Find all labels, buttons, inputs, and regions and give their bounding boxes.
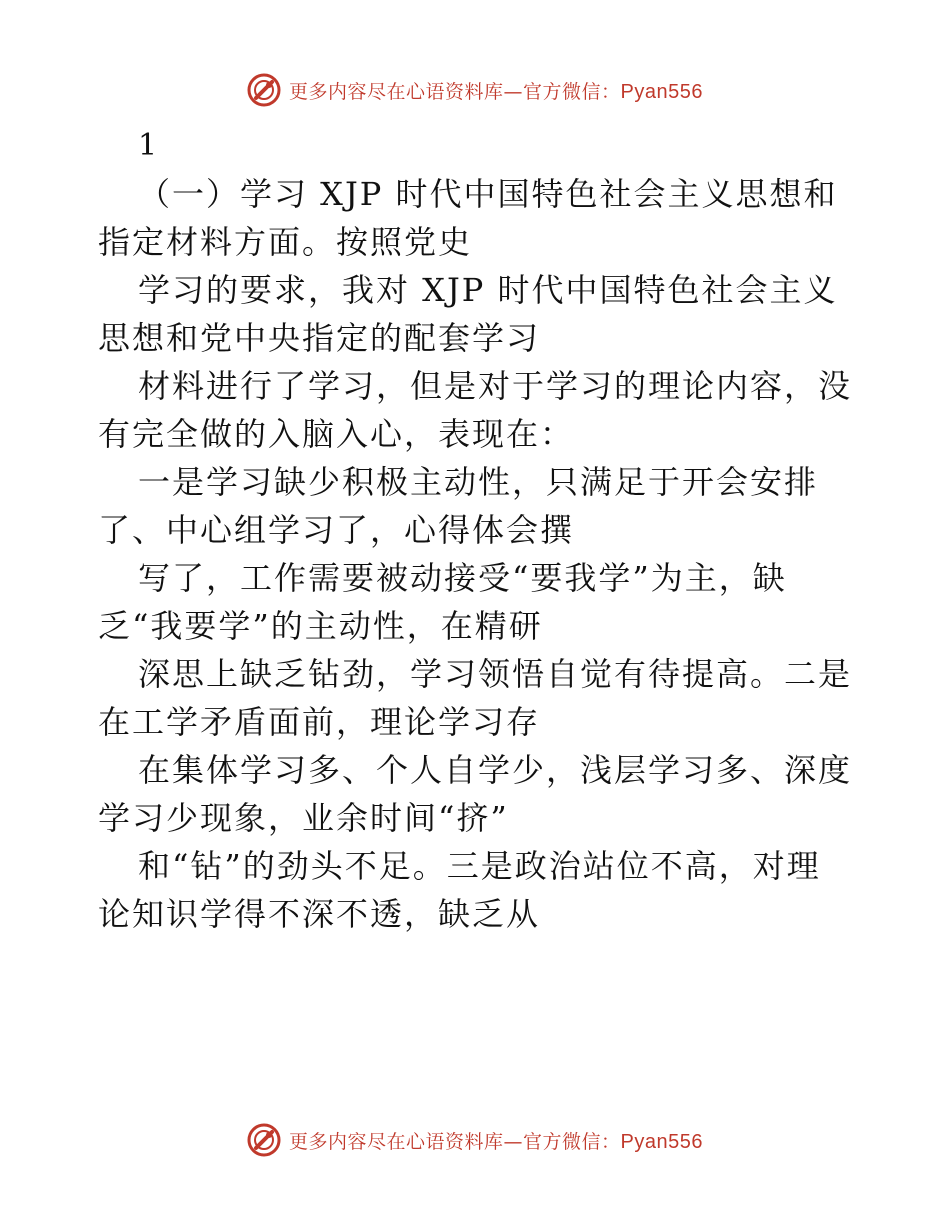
document-body bbox=[98, 122, 858, 938]
watermark-text: 更多内容尽在心语资料库—官方微信：Pyan556 bbox=[289, 80, 703, 103]
seal-logo-icon bbox=[247, 1123, 281, 1157]
watermark-text: 更多内容尽在心语资料库—官方微信：Pyan556 bbox=[289, 1130, 703, 1153]
text-line: 深思上缺乏钻劲，学习领悟自觉有待提高。二是 bbox=[138, 655, 853, 693]
text-line: 有完全做的入脑入心，表现在： bbox=[98, 415, 575, 453]
text-line: 在工学矛盾面前，理论学习存 bbox=[98, 703, 541, 741]
document-lines bbox=[98, 170, 858, 938]
seal-logo-icon bbox=[247, 73, 281, 107]
text-line: 思想和党中央指定的配套学习 bbox=[98, 319, 541, 357]
text-line: 写了，工作需要被动接受“要我学”为主，缺 bbox=[138, 559, 787, 597]
text-line: 在集体学习多、个人自学少，浅层学习多、深度 bbox=[138, 751, 853, 789]
text-line: 学习少现象，业余时间“挤” bbox=[98, 799, 509, 837]
text-line: （一）学习 XJP 时代中国特色社会主义思想和 bbox=[138, 175, 838, 213]
text-line: 指定材料方面。按照党史 bbox=[98, 223, 473, 261]
text-line: 了、中心组学习了，心得体会撰 bbox=[98, 511, 575, 549]
text-line: 材料进行了学习，但是对于学习的理论内容，没 bbox=[138, 367, 853, 405]
watermark-header bbox=[0, 70, 950, 110]
page-number: 1 bbox=[138, 128, 160, 163]
text-line: 和“钻”的劲头不足。三是政治站位不高，对理 bbox=[138, 847, 821, 885]
text-line: 一是学习缺少积极主动性，只满足于开会安排 bbox=[138, 463, 819, 501]
text-line: 学习的要求，我对 XJP 时代中国特色社会主义 bbox=[138, 271, 838, 309]
text-line: 乏“我要学”的主动性，在精研 bbox=[98, 607, 543, 645]
text-line: 论知识学得不深不透，缺乏从 bbox=[98, 895, 541, 933]
watermark-footer bbox=[0, 1120, 950, 1160]
